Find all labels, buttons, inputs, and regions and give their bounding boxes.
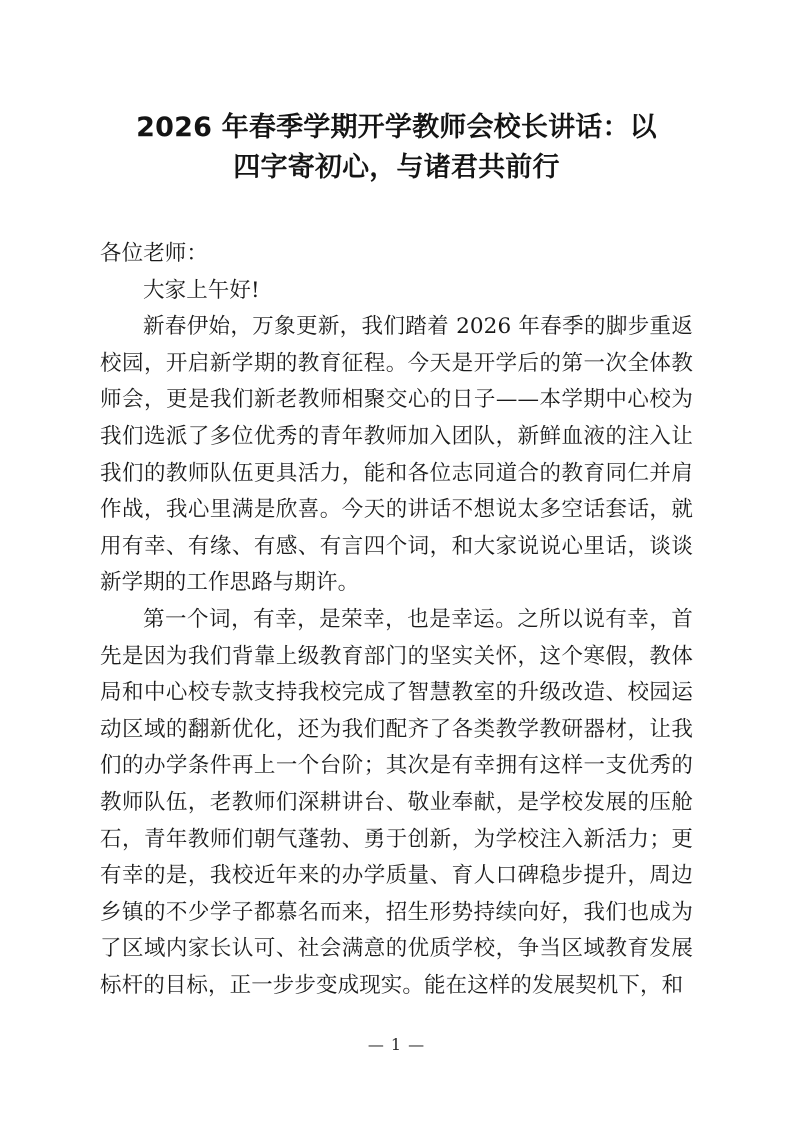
paragraph-opening: 新春伊始，万象更新，我们踏着 2026 年春季的脚步重返校园，开启新学期的教育征程。今天是开学后的第一次全体教师会，更是我们新老教师相聚交心的日子——本学期中心校为我们选派了多位优秀的青年教师加入团队，新鲜血液的注入让我们的教师队伍更具活力，能和各位志同道合的教育同仁并肩作战，我心里满是欣喜。今天的讲话不想说太多空话套话，就用有幸、有缘、有感、有言四个词，和大家说说心里话，谈谈新学期的工作思路与期许。: [100, 314, 693, 596]
page-title-line-2: 四字寄初心，与诸君共前行: [233, 152, 560, 183]
paragraph-greeting: 大家上午好!: [143, 277, 260, 303]
page-title: [100, 108, 693, 188]
page-title-line-1: 2026 年春季学期开学教师会校长讲话：以: [136, 112, 657, 143]
document-body: [100, 236, 693, 1004]
paragraph-word-one: 第一个词，有幸，是荣幸，也是幸运。之所以说有幸，首先是因为我们背靠上级教育部门的坚实关怀，这个寒假，教体局和中心校专款支持我校完成了智慧教室的升级改造、校园运动区域的翻新优化，还为我们配齐了各类教学教研器材，让我们的办学条件再上一个台阶；其次是有幸拥有这样一支优秀的教师队伍，老教师们深耕讲台、敬业奉献，是学校发展的压舱石，青年教师们朝气蓬勃、勇于创新，为学校注入新活力；更有幸的是，我校近年来的办学质量、育人口碑稳步提升，周边乡镇的不少学子都慕名而来，招生形势持续向好，我们也成为了区域内家长认可、社会满意的优质学校，争当区域教育发展标杆的目标，正一步步变成现实。能在这样的发展契机下，和: [100, 606, 693, 998]
paragraph-salutation: 各位老师：: [100, 241, 209, 266]
page-number-footer: — 1 —: [367, 1035, 426, 1054]
